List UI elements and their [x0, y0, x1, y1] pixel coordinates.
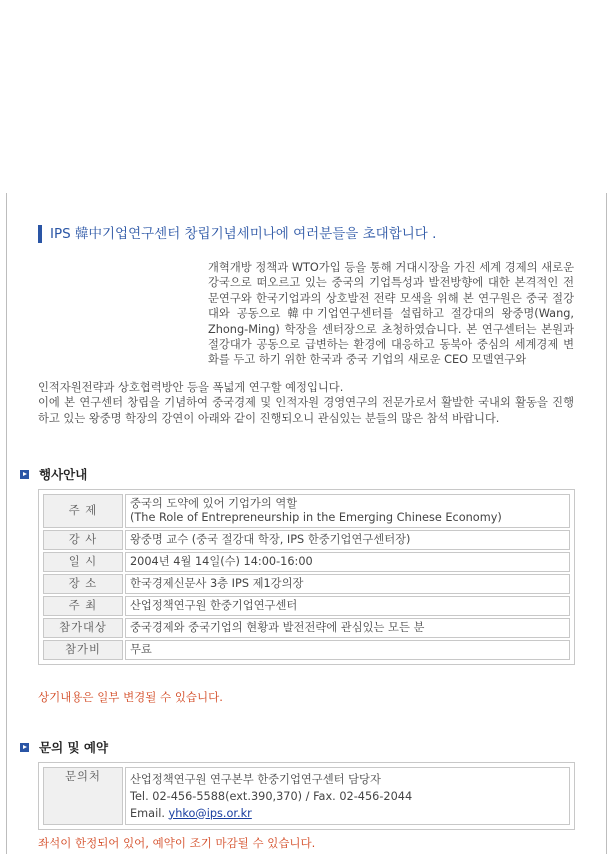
row-value: 한국경제신문사 3층 IPS 제1강의장 [125, 574, 570, 594]
contact-table [38, 762, 575, 830]
row-label: 주 최 [43, 596, 123, 616]
row-value [125, 494, 570, 528]
contact-section-heading [20, 738, 108, 756]
table-row [43, 640, 570, 660]
contact-org: 산업정책연구원 연구본부 한중기업연구센터 담당자 [130, 772, 381, 786]
intro-paragraph: 개혁개방 정책과 WTO가입 등을 통해 거대시장을 가진 세계 경제의 새로운 강국으로 떠오르고 있는 중국의 기업특성과 발전방향에 대한 본격적인 전문연구와 한국기업과의 상호발전 전략 모색을 위해 본 연구원은 중국 절강대와 공동으로 韓中기업연구센터를 설립하고 절강대의 왕중명(Wang, Zhong-Ming) 학장을 센터장으로 초청하였습니다. 본 연구센터는 본원과 절강대가 공동으로 급변하는 환경에 대응하고 동북아 중심의 세계경제 변화를 두고 하기 위한 한국과 중국 기업의 새로운 CEO 모델연구와 [208, 261, 574, 367]
row-label: 강 사 [43, 530, 123, 550]
table-row [43, 552, 570, 572]
email-prefix: Email. [130, 806, 169, 820]
table-row [43, 618, 570, 638]
contact-details [125, 767, 570, 825]
row-value: 무료 [125, 640, 570, 660]
arrow-bullet-icon [20, 743, 29, 752]
row-value: 중국경제와 중국기업의 현황과 발전전략에 관심있는 모든 분 [125, 618, 570, 638]
arrow-bullet-icon [20, 470, 29, 479]
row-value: 2004년 4월 14일(수) 14:00-16:00 [125, 552, 570, 572]
row-label: 일 시 [43, 552, 123, 572]
email-link[interactable]: yhko@ips.or.kr [168, 806, 252, 820]
row-value: 왕중명 교수 (중국 절강대 학장, IPS 한중기업연구센터장) [125, 530, 570, 550]
event-info-table [38, 489, 575, 665]
intro-paragraph-2: 이에 본 연구센터 창립을 기념하여 중국경제 및 인적자원 경영연구의 전문가로서 활발한 국내외 활동을 진행하고 있는 왕중명 학장의 강연이 아래와 같이 진행되오니 관심있는 분들의 많은 참석 바랍니다. [38, 396, 574, 425]
row-label: 참가대상 [43, 618, 123, 638]
contact-label: 문의처 [43, 767, 123, 825]
table-row [43, 767, 570, 825]
intro-line: 인적자원전략과 상호협력방안 등을 폭넓게 연구할 예정입니다. [38, 381, 344, 394]
contact-phone-fax: Tel. 02-456-5588(ext.390,370) / Fax. 02-456-2044 [130, 789, 413, 803]
table-row [43, 596, 570, 616]
row-label: 주 제 [43, 494, 123, 528]
topic-korean: 중국의 도약에 있어 기업가의 역할 [130, 497, 298, 510]
event-section-heading [20, 465, 87, 483]
event-change-note: 상기내용은 일부 변경될 수 있습니다. [38, 690, 223, 704]
row-label: 장 소 [43, 574, 123, 594]
contact-heading-label: 문의 및 예약 [39, 740, 109, 755]
table-row [43, 530, 570, 550]
reservation-note: 좌석이 한정되어 있어, 예약이 조기 마감될 수 있습니다. [38, 836, 316, 850]
page-title: IPS 韓中기업연구센터 창립기념세미나에 여러분들을 초대합니다 . [38, 225, 436, 243]
row-value: 산업정책연구원 한중기업연구센터 [125, 596, 570, 616]
intro-continuation [38, 380, 574, 426]
contact-email-line [130, 805, 565, 822]
row-label: 참가비 [43, 640, 123, 660]
event-heading-label: 행사안내 [39, 467, 88, 482]
topic-english: (The Role of Entrepreneurship in the Emerging Chinese Economy) [130, 511, 502, 524]
table-row [43, 494, 570, 528]
table-row [43, 574, 570, 594]
